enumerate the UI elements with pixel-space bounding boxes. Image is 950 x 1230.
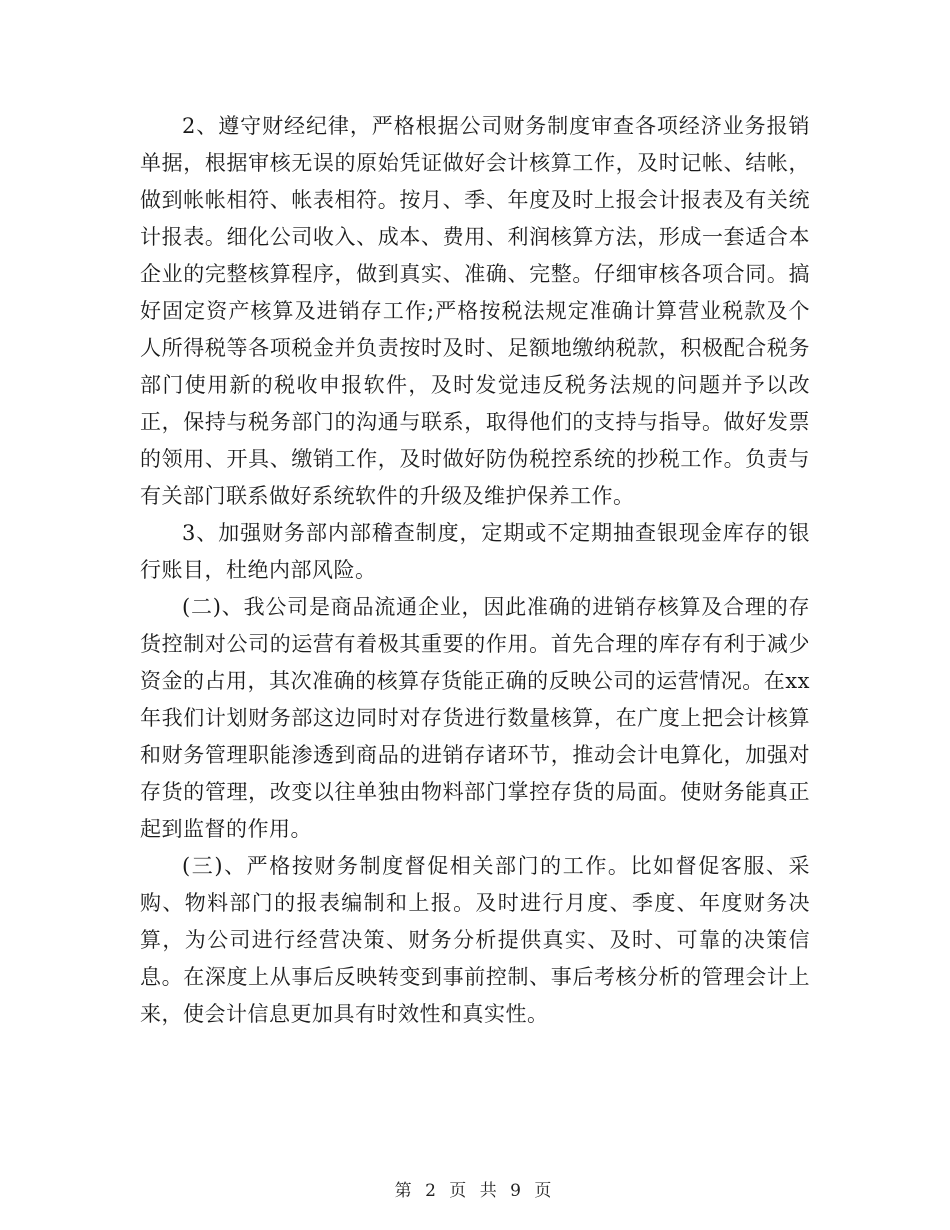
paragraph-item-2: 2、遵守财经纪律，严格根据公司财务制度审查各项经济业务报销单据，根据审核无误的原始凭证做好会计核算工作，及时记帐、结帐，做到帐帐相符、帐表相符。按月、季、年度及时上报会计报表及有关统计报表。细化公司收入、成本、费用、利润核算方法，形成一套适合本企业的完整核算程序，做到真实、准确、完整。仔细审核各项合同。搞好固定资产核算及进销存工作;严格按税法规定准确计算营业税款及个人所得税等各项税金并负责按时及时、足额地缴纳税款，积极配合税务部门使用新的税收申报软件，及时发觉违反税务法规的问题并予以改正，保持与税务部门的沟通与联系，取得他们的支持与指导。做好发票的领用、开具、缴销工作，及时做好防伪税控系统的抄税工作。负责与有关部门联系做好系统软件的升级及维护保养工作。 bbox=[140, 114, 810, 508]
page-number-footer: 第 2 页 共 9 页 bbox=[394, 1181, 556, 1201]
document-body bbox=[140, 108, 810, 1033]
paragraph-item-3: 3、加强财务部内部稽查制度，定期或不定期抽查银现金库存的银行账目，杜绝内部风险。 bbox=[140, 521, 810, 582]
paragraph-section-2: (二)、我公司是商品流通企业，因此准确的进销存核算及合理的存货控制对公司的运营有着极其重要的作用。首先合理的库存有利于减少资金的占用，其次准确的核算存货能正确的反映公司的运营情况。在xx年我们计划财务部这边同时对存货进行数量核算，在广度上把会计核算和财务管理职能渗透到商品的进销存诸环节，推动会计电算化，加强对存货的管理，改变以往单独由物料部门掌控存货的局面。使财务能真正起到监督的作用。 bbox=[140, 595, 810, 841]
paragraph-section-3: (三)、严格按财务制度督促相关部门的工作。比如督促客服、采购、物料部门的报表编制和上报。及时进行月度、季度、年度财务决算，为公司进行经营决策、财务分析提供真实、及时、可靠的决策信息。在深度上从事后反映转变到事前控制、事后考核分析的管理会计上来，使会计信息更加具有时效性和真实性。 bbox=[140, 854, 810, 1026]
